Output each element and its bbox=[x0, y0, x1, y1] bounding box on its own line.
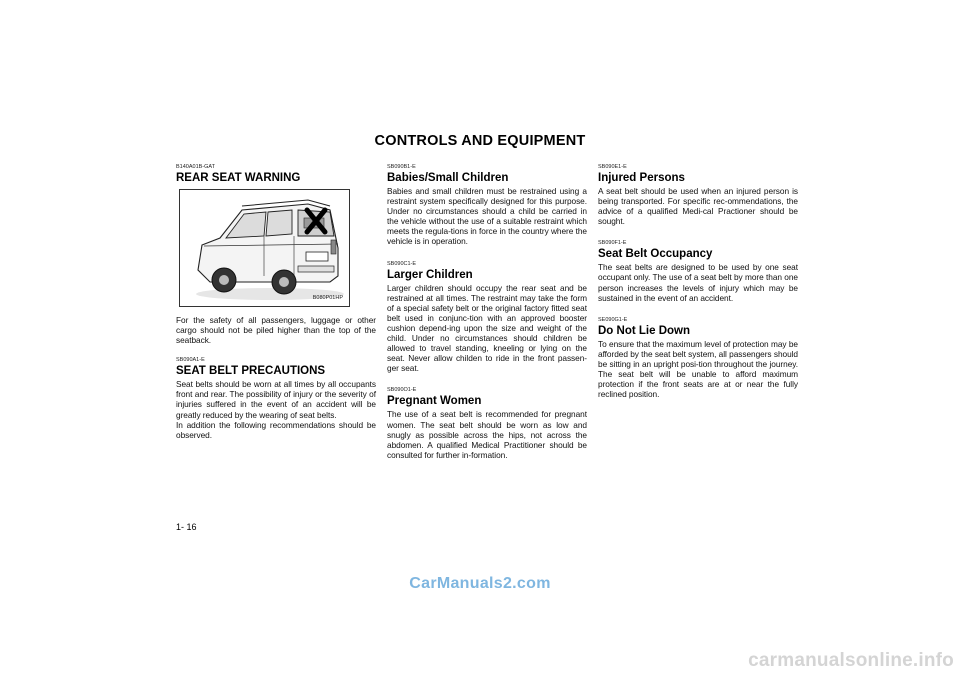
section-title-babies: Babies/Small Children bbox=[387, 172, 509, 184]
section-title-do-not-lie-down: Do Not Lie Down bbox=[598, 324, 690, 337]
larger-children-text: Larger children should occupy the rear seat and be restrained at all times. The restraint may take the form of a special safety belt or the original factory fitted seat belt used in conjunc-tion with an approved booster cushion depend-ing upon the size and weight of the child. Under no circumstances should children be allowed to travel standing, kneeling or lying on the seat. Never allow childen to ride in the front passen-ger seat. bbox=[387, 282, 587, 374]
seat-belt-precautions-text: Seat belts should be worn at all times by all occupants front and rear. The possibility of injury or the severity of injuries suffered in the event of an accident will be greatly reduced by the wearing of seat belts. bbox=[176, 379, 376, 420]
section-code: SB090F1-E bbox=[598, 240, 627, 247]
section-title-injured-persons: Injured Persons bbox=[598, 172, 685, 184]
column-middle bbox=[387, 164, 587, 460]
injured-persons-text: A seat belt should be used when an injured person is being transported. For specific rec-ommendations, the advice of a qualified Medi-cal Practioner should be sought. bbox=[598, 186, 798, 227]
do-not-lie-down-text: To ensure that the maximum level of protection may be afforded by the seat belt system, all passengers should be sitting in an upright posi-tion throughout the journey. The seat belt will be unable to afford maximum protection if the front seats are at or near the fully reclined position. bbox=[598, 338, 798, 400]
column-left bbox=[176, 164, 376, 440]
page-number: 1- 16 bbox=[176, 522, 197, 532]
section-title-pregnant-women: Pregnant Women bbox=[387, 395, 482, 408]
section-title-seat-belt-occupancy: Seat Belt Occupancy bbox=[598, 248, 713, 261]
carmanualsonline-watermark-link[interactable]: carmanualsonline.info bbox=[748, 650, 954, 671]
section-code: SE090G1-E bbox=[598, 316, 628, 323]
section-code: SB090B1-E bbox=[387, 164, 416, 170]
figure-code: B080P01HP bbox=[312, 295, 343, 301]
section-code: SB090C1-E bbox=[387, 260, 417, 267]
pregnant-women-text: The use of a seat belt is recommended for pregnant women. The seat belt should be worn as low and snugly as possible across the hips, not across the abdomen. A qualified Medical Practitioner should be consulted for further in-formation. bbox=[387, 409, 587, 460]
suv-rear-illustration bbox=[180, 190, 351, 308]
section-title-seat-belt-precautions: SEAT BELT PRECAUTIONS bbox=[176, 365, 326, 378]
rear-seat-warning-figure bbox=[179, 189, 350, 307]
rear-seat-warning-text: For the safety of all passengers, luggage or other cargo should not be piled higher than the top of the seatback. bbox=[176, 315, 376, 346]
babies-text: Babies and small children must be restrained using a restraint system specifically designed for this purpose. Under no circumstances should a child be carried in the vehicle without the use of a suitable restraint which meets the regula-tions in force in the country where the vehicle is in operation. bbox=[387, 186, 587, 247]
section-code: B140A01B-GAT bbox=[176, 164, 216, 170]
section-code: SB090A1-E bbox=[176, 357, 205, 364]
seat-belt-occupancy-text: The seat belts are designed to be used by one seat occupant only. The use of a seat belt by more than one person increases the levels of injury which may be sustained in the event of an accident. bbox=[598, 262, 798, 303]
section-code: SB090E1-E bbox=[598, 164, 627, 170]
seat-belt-precautions-text-2: In addition the following recommendations should be observed. bbox=[176, 419, 376, 440]
section-title-rear-seat-warning: REAR SEAT WARNING bbox=[176, 172, 301, 184]
section-title-larger-children: Larger Children bbox=[387, 268, 473, 281]
page-header: CONTROLS AND EQUIPMENT bbox=[374, 133, 586, 149]
column-right bbox=[598, 164, 798, 399]
section-code: SB090O1-E bbox=[387, 387, 417, 394]
carmanuals2-watermark-link[interactable]: CarManuals2.com bbox=[409, 575, 551, 592]
